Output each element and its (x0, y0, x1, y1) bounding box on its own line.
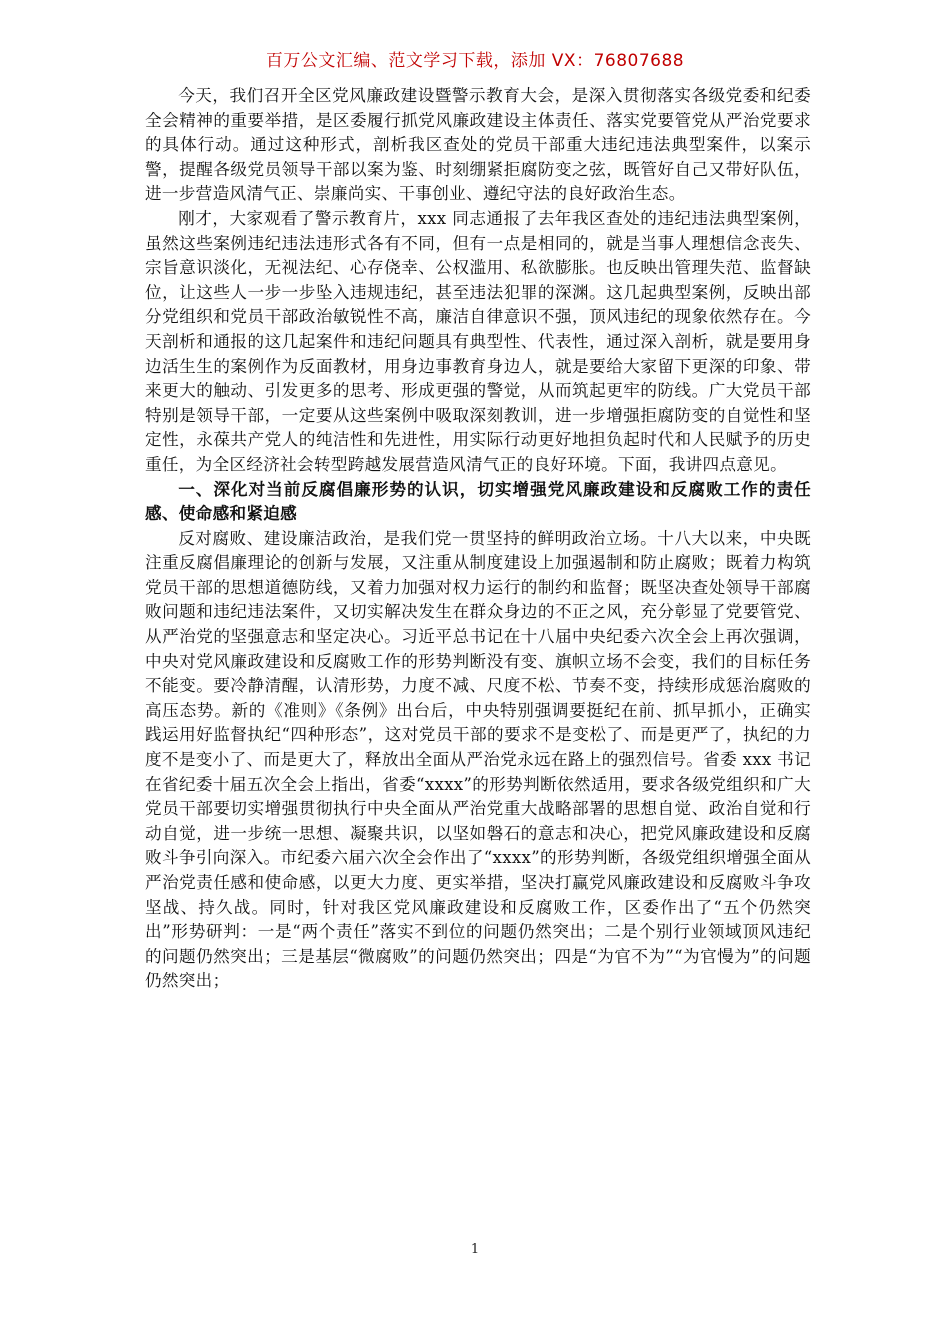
paragraph-intro: 今天，我们召开全区党风廉政建设暨警示教育大会，是深入贯彻落实各级党委和纪委全会精神的重要举措，是区委履行抓党风廉政建设主体责任、落实党要管党从严治党要求的具体行动。通过这种形式，剖析我区查处的党员干部重大违纪违法典型案件，以案示警，提醒各级党员领导干部以案为鉴、时刻绷紧拒腐防变之弦，既管好自己又带好队伍，进一步营造风清气正、崇廉尚实、干事创业、遵纪守法的良好政治生态。 (145, 86, 811, 204)
section-heading: 一、深化对当前反腐倡廉形势的认识，切实增强党风廉政建设和反腐败工作的责任感、使命感和紧迫感 (145, 479, 811, 524)
header-banner: 百万公文汇编、范文学习下载，添加 VX：76807688 (265, 51, 685, 71)
paragraph-section-one: 反对腐败、建设廉洁政治，是我们党一贯坚持的鲜明政治立场。十八大以来，中央既注重反腐倡廉理论的创新与发展，又注重从制度建设上加强遏制和防止腐败；既着力构筑党员干部的思想道德防线，又着力加强对权力运行的制约和监督；既坚决查处领导干部腐败问题和违纪违法案件，又切实解决发生在群众身边的不正之风，充分彰显了党要管党、从严治党的坚强意志和坚定决心。习近平总书记在十八届中央纪委六次全会上再次强调，中央对党风廉政建设和反腐败工作的形势判断没有变、旗帜立场不会变，我们的目标任务不能变。要冷静清醒，认清形势，力度不减、尺度不松、节奏不变，持续形成惩治腐败的高压态势。新的《准则》《条例》出台后，中央特别强调要挺纪在前、抓早抓小，正确实践运用好监督执纪“四种形态”，这对党员干部的要求不是变松了、而是更严了，执纪的力度不是变小了、而是更大了，释放出全面从严治党永远在路上的强烈信号。省委 xxx 书记在省纪委十届五次全会上指出，省委“xxxx”的形势判断依然适用，要求各级党组织和广大党员干部要切实增强贯彻执行中央全面从严治党重大战略部署的思想自觉、政治自觉和行动自觉，进一步统一思想、凝聚共识，以坚如磐石的意志和决心，把党风廉政建设和反腐败斗争引向深入。市纪委六届六次全会作出了“xxxx”的形势判断，各级党组织增强全面从严治党责任感和使命感，以更大力度、更实举措，坚决打赢党风廉政建设和反腐败斗争攻坚战、持久战。同时，针对我区党风廉政建设和反腐败工作，区委作出了“五个仍然突出”形势研判：一是“两个责任”落实不到位的问题仍然突出；二是个别行业领域顶风违纪的问题仍然突出；三是基层“微腐败”的问题仍然突出；四是“为官不为”“为官慢为”的问题仍然突出； (145, 528, 811, 991)
paragraph-cases: 刚才，大家观看了警示教育片，xxx 同志通报了去年我区查处的违纪违法典型案例，虽然这些案例违纪违法违形式各有不同，但有一点是相同的，就是当事人理想信念丧失、宗旨意识淡化，无视法纪、心存侥幸、公权滥用、私欲膨胀。也反映出管理失范、监督缺位，让这些人一步一步坠入违规违纪，甚至违法犯罪的深渊。这几起典型案例，反映出部分党组织和党员干部政治敏锐性不高，廉洁自律意识不强，顶风违纪的现象依然存在。今天剖析和通报的这几起案件和违纪问题具有典型性、代表性，通过深入剖析，就是要用身边活生生的案例作为反面教材，用身边事教育身边人，就是要给大家留下更深的印象、带来更大的触动、引发更多的思考、形成更强的警觉，从而筑起更牢的防线。广大党员干部特别是领导干部，一定要从这些案例中吸取深刻教训，进一步增强拒腐防变的自觉性和坚定性，永葆共产党人的纯洁性和先进性，用实际行动更好地担负起时代和人民赋予的历史重任，为全区经济社会转型跨越发展营造风清气正的良好环境。下面，我讲四点意见。 (145, 208, 811, 474)
document-body (145, 84, 811, 994)
page-number: 1 (470, 1242, 480, 1257)
